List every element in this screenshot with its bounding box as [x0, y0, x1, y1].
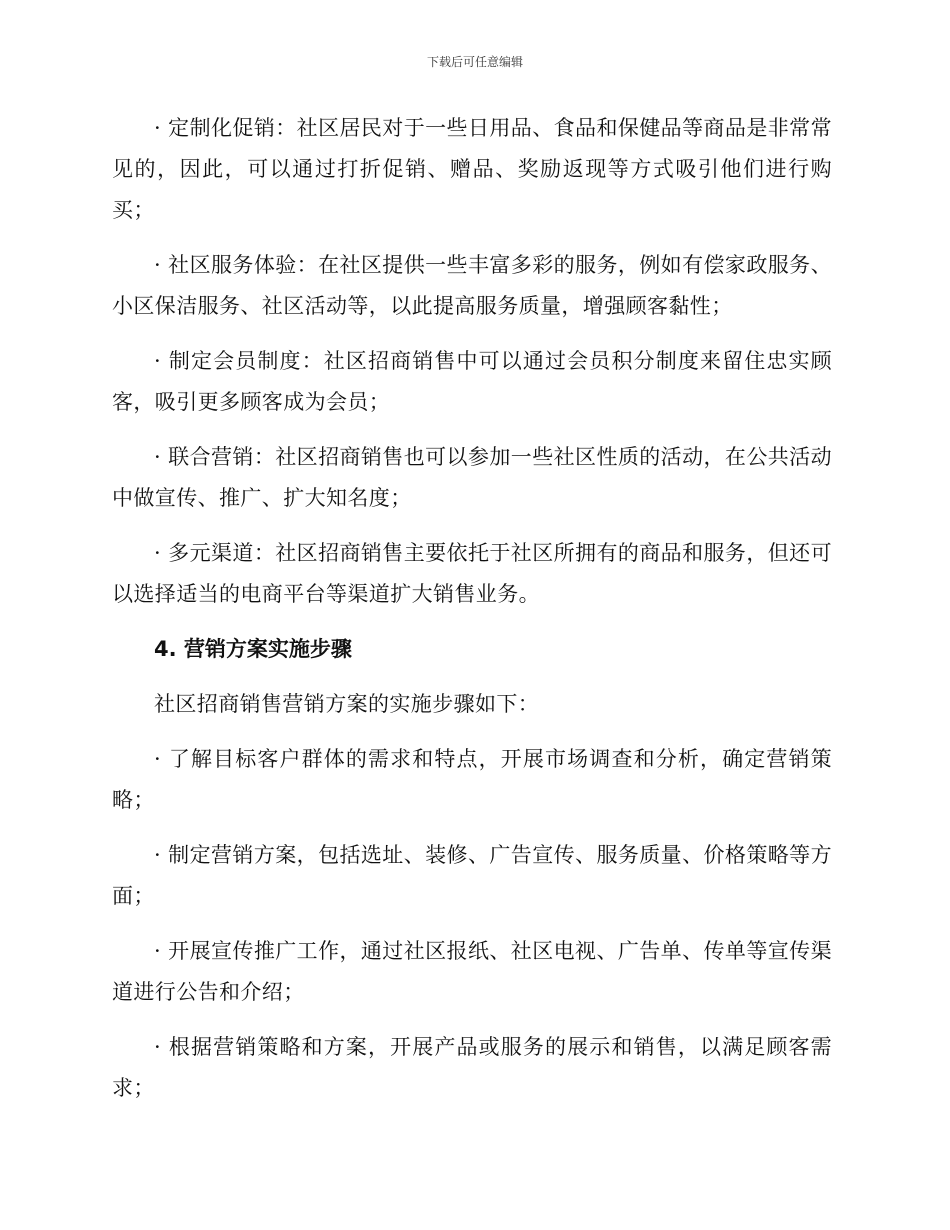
paragraph-custom-promotion: · 定制化促销：社区居民对于一些日用品、食品和保健品等商品是非常常见的，因此，可以通过打折促销、赠品、奖励返现等方式吸引他们进行购买； [112, 116, 832, 222]
step-item: · 开展宣传推广工作，通过社区报纸、社区电视、广告单、传单等宣传渠道进行公告和介绍； [112, 939, 832, 1004]
step-item: · 制定营销方案，包括选址、装修、广告宣传、服务质量、价格策略等方面； [112, 843, 832, 908]
document-body [112, 108, 832, 1123]
step-item: · 了解目标客户群体的需求和特点，开展市场调查和分析，确定营销策略； [112, 747, 832, 812]
paragraph-membership: · 制定会员制度：社区招商销售中可以通过会员积分制度来留住忠实顾客，吸引更多顾客成为会员； [112, 349, 832, 414]
section-heading: 4. 营销方案实施步骤 [154, 637, 352, 661]
paragraph-service-experience: · 社区服务体验：在社区提供一些丰富多彩的服务，例如有偿家政服务、小区保洁服务、社区活动等，以此提高服务质量，增强顾客黏性； [112, 253, 832, 318]
step-item: · 根据营销策略和方案，开展产品或服务的展示和销售，以满足顾客需求； [112, 1035, 832, 1100]
section-intro: 社区招商销售营销方案的实施步骤如下： [154, 692, 540, 716]
paragraph-joint-marketing: · 联合营销：社区招商销售也可以参加一些社区性质的活动，在公共活动中做宣传、推广、扩大知名度； [112, 445, 832, 510]
page-header: 下载后可任意编辑 [426, 55, 523, 69]
paragraph-multi-channel: · 多元渠道：社区招商销售主要依托于社区所拥有的商品和服务，但还可以选择适当的电商平台等渠道扩大销售业务。 [112, 541, 832, 606]
